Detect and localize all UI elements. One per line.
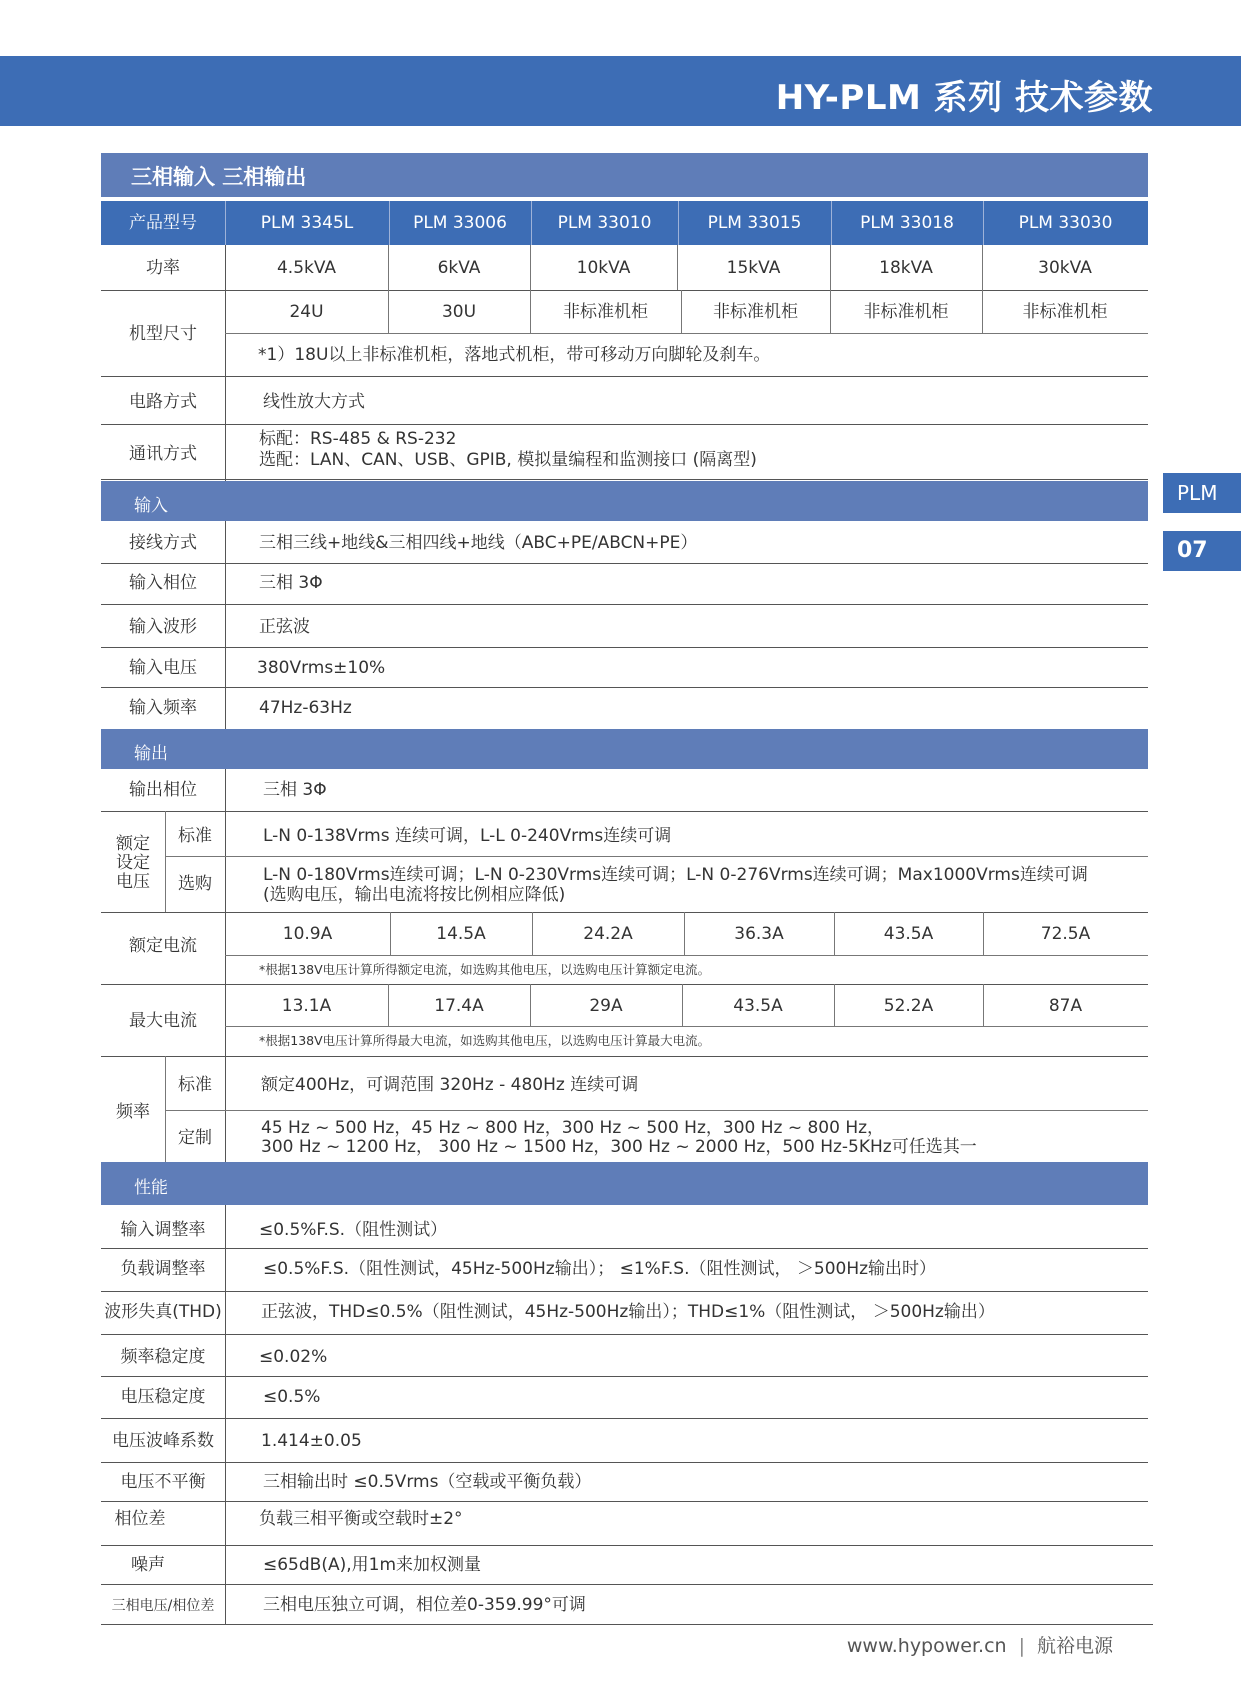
input-label: 输入相位 xyxy=(129,573,197,593)
model-header-row xyxy=(101,201,1148,245)
frequency-std-value: 额定400Hz，可调范围 320Hz - 480Hz 连续可调 xyxy=(261,1075,639,1095)
side-tab-series: PLM xyxy=(1163,473,1241,513)
row-divider xyxy=(101,604,1148,605)
size-value: 30U xyxy=(441,302,477,322)
row-divider xyxy=(101,1056,1148,1057)
perf-label: 负载调整率 xyxy=(120,1259,206,1279)
row-divider xyxy=(101,1376,1148,1377)
row-divider xyxy=(101,1291,1148,1292)
power-value: 6kVA xyxy=(437,258,481,278)
row-divider xyxy=(165,856,1148,857)
voltage-std-label: 标准 xyxy=(178,826,212,846)
row-divider xyxy=(101,984,1148,985)
perf-label: 电压波峰系数 xyxy=(112,1431,214,1451)
row-divider xyxy=(165,1110,1148,1111)
output-section-title: 输出 xyxy=(134,744,168,764)
perf-label: 噪声 xyxy=(131,1555,165,1575)
input-section-title: 输入 xyxy=(134,496,168,516)
perf-value: ≤65dB(A),用1m来加权测量 xyxy=(263,1555,482,1575)
header-bar xyxy=(0,56,1241,126)
circuit-value: 线性放大方式 xyxy=(263,392,365,412)
power-value: 18kVA xyxy=(879,258,933,278)
footer-company: 航裕电源 xyxy=(1036,1635,1113,1657)
perf-value: ≤0.02% xyxy=(259,1347,328,1367)
size-note: *1）18U以上非标准机柜，落地式机柜，带可移动万向脚轮及刹车。 xyxy=(258,345,771,365)
frequency-custom-value: 300 Hz ~ 1200 Hz， 300 Hz ~ 1500 Hz，300 Hz ~ 2000 Hz，500 Hz-5KHz可任选其一 xyxy=(261,1137,977,1157)
perf-label: 波形失真(THD) xyxy=(104,1302,222,1322)
voltage-group-label: 额定 设定 电压 xyxy=(116,834,150,892)
frequency-custom-label: 定制 xyxy=(178,1128,212,1148)
max-current-value: 29A xyxy=(589,996,623,1016)
perf-value: 正弦波，THD≤0.5%（阻性测试，45Hz-500Hz输出）；THD≤1%（阻性测试， ＞500Hz输出） xyxy=(261,1302,995,1322)
label-column-divider xyxy=(225,521,226,730)
power-value: 30kVA xyxy=(1038,258,1092,278)
row-divider xyxy=(225,333,1148,334)
perf-value: 三相电压独立可调，相位差0-359.99°可调 xyxy=(263,1595,586,1615)
voltage-std-value: L-N 0-138Vrms 连续可调，L-L 0-240Vrms连续可调 xyxy=(263,826,672,846)
row-divider xyxy=(101,424,1148,425)
input-value: 380Vrms±10% xyxy=(257,658,386,678)
input-label: 输入频率 xyxy=(129,698,197,718)
input-value: 正弦波 xyxy=(259,617,310,637)
output-section-band xyxy=(101,729,1148,769)
model-name: PLM 33006 xyxy=(389,201,532,245)
max-current-value: 87A xyxy=(1048,996,1083,1016)
input-label: 输入波形 xyxy=(129,617,197,637)
max-current-label: 最大电流 xyxy=(129,1011,197,1031)
perf-label: 电压不平衡 xyxy=(120,1472,206,1492)
output-phase-value: 三相 3Φ xyxy=(263,780,327,800)
perf-label: 输入调整率 xyxy=(120,1220,206,1240)
power-label: 功率 xyxy=(146,258,180,278)
circuit-label: 电路方式 xyxy=(129,392,197,412)
size-label: 机型尺寸 xyxy=(129,324,197,344)
section-title-band xyxy=(101,153,1148,197)
model-name: PLM 33018 xyxy=(831,201,984,245)
perf-label: 三相电压/相位差 xyxy=(111,1598,215,1614)
power-value: 15kVA xyxy=(726,258,781,278)
perf-label: 频率稳定度 xyxy=(120,1347,206,1367)
input-value: 三相三线+地线&三相四线+地线（ABC+PE/ABCN+PE） xyxy=(259,533,698,553)
max-current-value: 43.5A xyxy=(733,996,783,1016)
rated-current-label: 额定电流 xyxy=(129,936,197,956)
footer-url: www.hypower.cn xyxy=(846,1635,1007,1657)
side-tab-page: 07 xyxy=(1163,531,1241,571)
max-current-value: 13.1A xyxy=(281,996,332,1016)
row-divider xyxy=(101,811,1148,812)
size-value: 非标准机柜 xyxy=(563,302,648,322)
label-column-divider xyxy=(225,245,226,481)
row-divider xyxy=(101,687,1148,688)
power-value: 4.5kVA xyxy=(276,258,337,278)
section-title: 三相输入 三相输出 xyxy=(131,165,307,189)
perf-label: 电压稳定度 xyxy=(120,1387,206,1407)
row-divider xyxy=(101,563,1148,564)
perf-value: 三相输出时 ≤0.5Vrms（空载或平衡负载） xyxy=(263,1472,592,1492)
comm-label: 通讯方式 xyxy=(129,444,197,464)
perf-value: ≤0.5% xyxy=(263,1387,321,1407)
perf-label: 相位差 xyxy=(114,1509,166,1529)
row-divider xyxy=(225,1026,1148,1027)
row-divider xyxy=(101,647,1148,648)
performance-section-title: 性能 xyxy=(134,1178,168,1198)
footer xyxy=(847,1631,1113,1658)
model-name: PLM 33010 xyxy=(531,201,679,245)
comm-optional: 选配：LAN、CAN、USB、GPIB, 模拟量编程和监测接口 (隔离型) xyxy=(259,450,757,470)
output-phase-label: 输出相位 xyxy=(129,780,197,800)
row-divider xyxy=(101,290,1148,291)
row-divider xyxy=(101,1624,1153,1625)
frequency-label: 频率 xyxy=(116,1102,150,1122)
voltage-opt-label: 选购 xyxy=(178,874,212,894)
perf-value: ≤0.5%F.S.（阻性测试，45Hz-500Hz输出）； ≤1%F.S.（阻性测试， ＞500Hz输出时） xyxy=(263,1259,937,1279)
max-current-note: *根据138V电压计算所得最大电流，如选购其他电压，以选购电压计算最大电流。 xyxy=(259,1033,711,1048)
model-header-label: 产品型号 xyxy=(101,201,226,245)
row-divider xyxy=(101,1501,1148,1502)
row-divider xyxy=(101,376,1148,377)
input-value: 三相 3Φ xyxy=(259,573,323,593)
frequency-custom-value: 45 Hz ~ 500 Hz，45 Hz ~ 800 Hz，300 Hz ~ 500 Hz，300 Hz ~ 800 Hz， xyxy=(261,1118,885,1138)
power-value: 10kVA xyxy=(576,258,631,278)
input-label: 输入电压 xyxy=(129,658,197,678)
voltage-opt-value: L-N 0-180Vrms连续可调；L-N 0-230Vrms连续可调；L-N 0-276Vrms连续可调；Max1000Vrms连续可调 xyxy=(263,865,1088,885)
rated-current-value: 43.5A xyxy=(883,924,934,944)
rated-current-value: 72.5A xyxy=(1040,924,1091,944)
voltage-opt-note: (选购电压，输出电流将按比例相应降低) xyxy=(263,885,566,905)
perf-value: 1.414±0.05 xyxy=(261,1431,362,1451)
row-divider xyxy=(225,955,1148,956)
perf-value: 负载三相平衡或空载时±2° xyxy=(259,1509,463,1529)
size-value: 24U xyxy=(289,302,324,322)
size-value: 非标准机柜 xyxy=(713,302,798,322)
input-section-band xyxy=(101,481,1148,521)
rated-current-value: 14.5A xyxy=(436,924,486,944)
input-label: 接线方式 xyxy=(129,533,197,553)
label-column-divider xyxy=(225,1205,226,1625)
row-divider xyxy=(101,1418,1148,1419)
rated-current-value: 24.2A xyxy=(583,924,633,944)
label-column-divider xyxy=(225,769,226,1163)
row-divider xyxy=(101,1545,1153,1546)
page-title: HY-PLM 系列 技术参数 xyxy=(775,78,1153,118)
row-divider xyxy=(101,479,1148,480)
model-name: PLM 33030 xyxy=(1018,213,1113,233)
model-name: PLM 33015 xyxy=(678,201,832,245)
rated-current-value: 36.3A xyxy=(734,924,784,944)
comm-standard: 标配：RS-485 & RS-232 xyxy=(259,429,457,449)
size-value: 非标准机柜 xyxy=(1022,302,1108,322)
row-divider xyxy=(101,1584,1153,1585)
max-current-value: 52.2A xyxy=(883,996,934,1016)
performance-section-band xyxy=(101,1162,1148,1205)
model-name: PLM 3345L xyxy=(225,201,390,245)
row-divider xyxy=(101,1248,1148,1249)
size-value: 非标准机柜 xyxy=(863,302,949,322)
rated-current-note: *根据138V电压计算所得额定电流，如选购其他电压，以选购电压计算额定电流。 xyxy=(259,962,711,977)
footer-divider: | xyxy=(1018,1635,1025,1657)
perf-value: ≤0.5%F.S.（阻性测试） xyxy=(259,1220,448,1240)
rated-current-value: 10.9A xyxy=(282,924,333,944)
row-divider xyxy=(101,912,1148,913)
row-divider xyxy=(101,1334,1148,1335)
row-divider xyxy=(101,1462,1148,1463)
frequency-std-label: 标准 xyxy=(178,1075,212,1095)
input-value: 47Hz-63Hz xyxy=(259,698,352,718)
max-current-value: 17.4A xyxy=(434,996,484,1016)
